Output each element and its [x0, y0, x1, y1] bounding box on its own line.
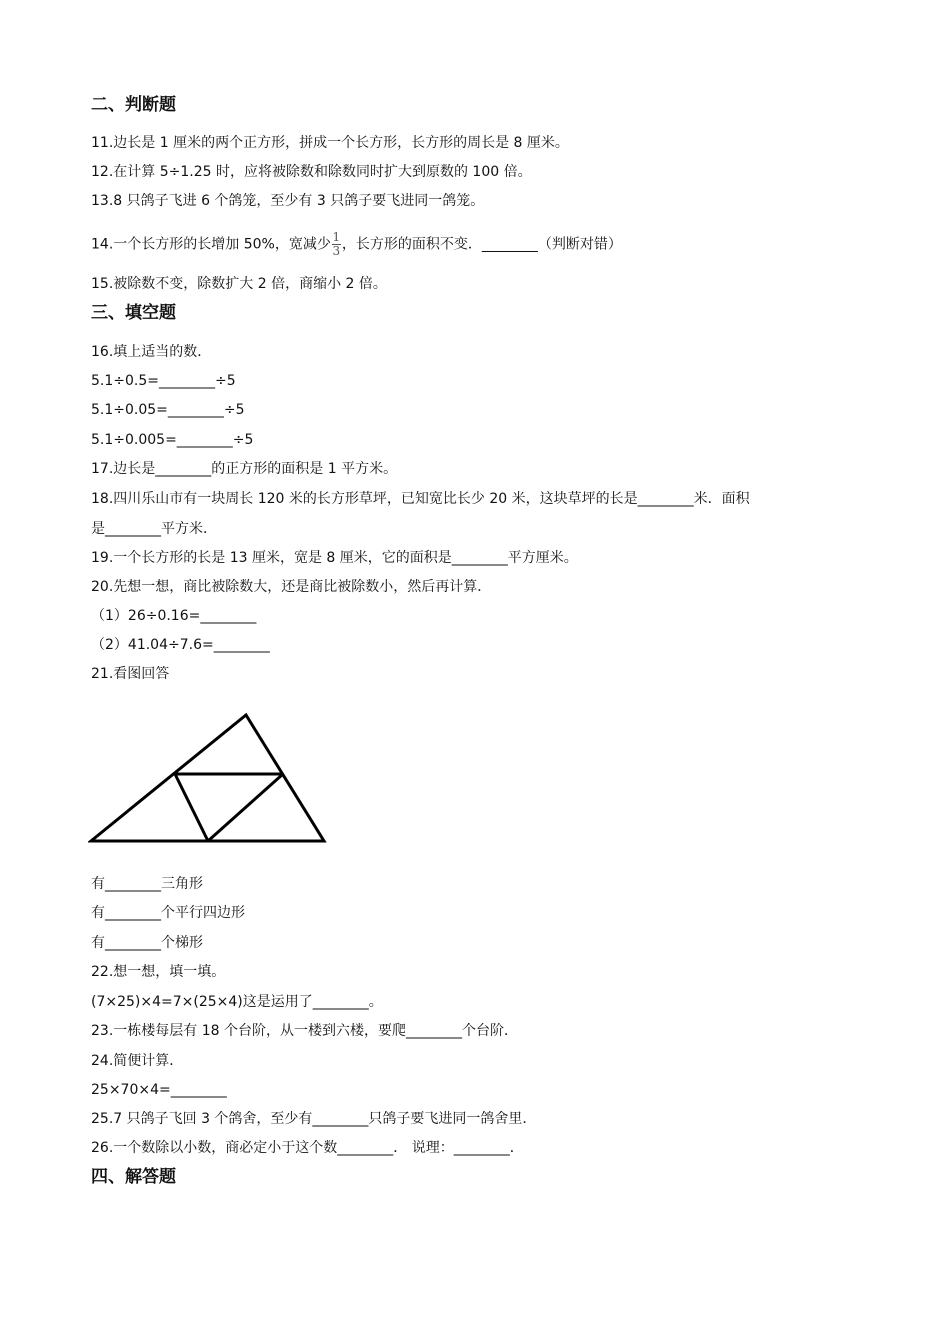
question-18-line-1: 18.四川乐山市有一块周长 120 米的长方形草坪，已知宽比长少 20 米，这块草坪的长是________米．面积 — [91, 491, 750, 507]
question-21-title: 21.看图回答 — [91, 666, 170, 682]
question-16-title: 16.填上适当的数． — [91, 344, 212, 360]
inner-left-line — [175, 774, 208, 841]
question-20-line: （2）41.04÷7.6=________ — [91, 637, 270, 653]
question-21-line: 有________个平行四边形 — [91, 905, 245, 921]
question-22-title: 22.想一想，填一填。 — [91, 964, 226, 980]
question-26: 26.一个数除以小数，商必定小于这个数________． 说理：________． — [91, 1140, 524, 1156]
section-heading-judge: 二、判断题 — [91, 95, 176, 115]
question-14-text-after: ，长方形的面积不变．________（判断对错） — [341, 236, 622, 253]
question-16-line: 5.1÷0.05=________÷5 — [91, 402, 245, 418]
question-18-line-2: 是________平方米． — [91, 521, 217, 537]
question-19: 19.一个长方形的长是 13 厘米，宽是 8 厘米，它的面积是________平方厘米。 — [91, 550, 578, 566]
question-16-line: 5.1÷0.005=________÷5 — [91, 432, 254, 448]
fraction-one-third — [332, 232, 341, 257]
inner-right-line — [208, 774, 283, 841]
question-24-line: 25×70×4=________ — [91, 1082, 227, 1098]
question-22-line: (7×25)×4=7×(25×4)这是运用了________。 — [91, 994, 383, 1010]
question-13: 13.8 只鸽子飞进 6 个鸽笼，至少有 3 只鸽子要飞进同一鸽笼。 — [91, 193, 485, 209]
question-20-line: （1）26÷0.16=________ — [91, 608, 257, 624]
question-14 — [91, 232, 622, 257]
question-16-line: 5.1÷0.5=________÷5 — [91, 373, 236, 389]
question-17: 17.边长是________的正方形的面积是 1 平方米。 — [91, 461, 398, 477]
outer-triangle — [91, 715, 324, 841]
question-24-title: 24.简便计算． — [91, 1053, 184, 1069]
question-14-text-before: 14.一个长方形的长增加 50%，宽减少 — [91, 236, 331, 253]
question-15: 15.被除数不变，除数扩大 2 倍，商缩小 2 倍。 — [91, 276, 387, 292]
section-heading-fill: 三、填空题 — [91, 303, 176, 323]
triangle-figure — [88, 712, 330, 846]
question-20-title: 20.先想一想，商比被除数大，还是商比被除数小，然后再计算． — [91, 579, 492, 595]
question-21-line: 有________个梯形 — [91, 935, 203, 951]
question-11: 11.边长是 1 厘米的两个正方形，拼成一个长方形，长方形的周长是 8 厘米。 — [91, 135, 569, 151]
question-12: 12.在计算 5÷1.25 时，应将被除数和除数同时扩大到原数的 100 倍。 — [91, 164, 532, 180]
question-25: 25.7 只鸽子飞回 3 个鸽舍，至少有________只鸽子要飞进同一鸽舍里． — [91, 1111, 537, 1127]
fraction-numerator: 1 — [332, 230, 341, 244]
section-heading-answer: 四、解答题 — [91, 1167, 176, 1187]
question-21-line: 有________三角形 — [91, 876, 203, 892]
fraction-denominator: 3 — [332, 244, 341, 258]
question-23: 23.一栋楼每层有 18 个台阶，从一楼到六楼，要爬________个台阶． — [91, 1023, 518, 1039]
